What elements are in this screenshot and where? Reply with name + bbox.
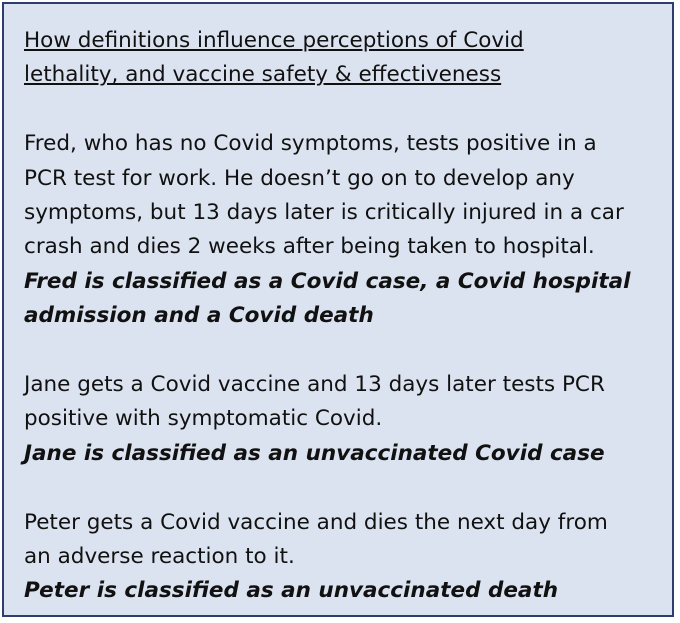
scenario-verdict-line: Fred is classified as a Covid case, a Covid hospital [24, 268, 631, 294]
scenario-verdict-line: Peter is classified as an unvaccinated death [24, 578, 559, 604]
info-card [2, 2, 674, 617]
title-line: How definitions influence perceptions of Covid [24, 28, 524, 53]
scenario-text-line: crash and dies 2 weeks after being taken to hospital. [24, 234, 595, 260]
scenario-text-line: positive with symptomatic Covid. [24, 406, 383, 432]
spacer [24, 93, 664, 127]
scenario-verdict-line: admission and a Covid death [24, 303, 374, 329]
scenario-text-line: Fred, who has no Covid symptoms, tests positive in a [24, 131, 597, 157]
scenario-text-line: an adverse reaction to it. [24, 544, 295, 570]
page-title [24, 24, 664, 93]
scenario-fred [24, 127, 664, 333]
scenario-peter [24, 506, 664, 609]
spacer [24, 334, 664, 368]
scenario-jane [24, 368, 664, 471]
scenario-verdict-line: Jane is classified as an unvaccinated Covid case [24, 440, 605, 466]
scenario-text-line: Jane gets a Covid vaccine and 13 days later tests PCR [24, 372, 605, 398]
scenario-text-line: PCR test for work. He doesn’t go on to develop any [24, 165, 575, 191]
scenario-text-line: Peter gets a Covid vaccine and dies the next day from [24, 509, 608, 535]
card-content [24, 24, 664, 609]
scenario-text-line: symptoms, but 13 days later is critically injured in a car [24, 200, 624, 226]
title-line: lethality, and vaccine safety & effectiveness [24, 62, 502, 88]
spacer [24, 471, 664, 505]
